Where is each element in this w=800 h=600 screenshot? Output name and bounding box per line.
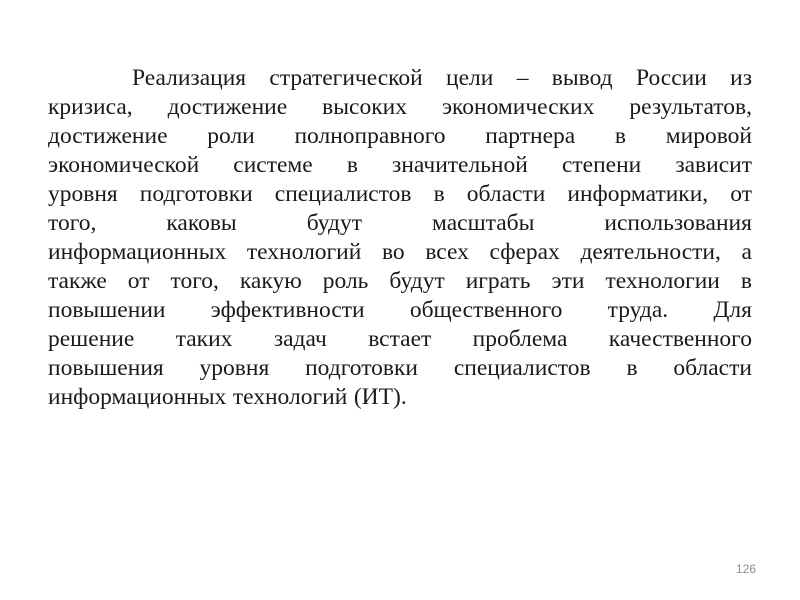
- paragraph-line: [48, 151, 752, 180]
- paragraph-line: [48, 122, 752, 151]
- word: Реализация: [132, 65, 247, 91]
- word: специалистов: [453, 355, 591, 381]
- word: того,: [48, 210, 97, 236]
- word: полноправного: [294, 123, 446, 149]
- word: России: [635, 65, 707, 91]
- paragraph-line: [48, 383, 752, 412]
- paragraph-line: [48, 180, 752, 209]
- word: подготовки: [139, 181, 253, 207]
- word: в: [740, 268, 752, 294]
- word: будут: [306, 210, 363, 236]
- paragraph-line: [48, 64, 752, 93]
- word: встает: [368, 326, 432, 352]
- word: –: [516, 65, 529, 91]
- word: от: [127, 268, 150, 294]
- word: специалистов: [274, 181, 412, 207]
- word: подготовки: [305, 355, 418, 381]
- word: какую: [239, 268, 302, 294]
- word: роли: [207, 123, 255, 149]
- word: информационных: [48, 384, 227, 410]
- word: экономической: [48, 152, 200, 178]
- word: каковы: [166, 210, 237, 236]
- word: Для: [713, 297, 752, 323]
- word: партнера: [485, 123, 576, 149]
- word: технологий: [232, 384, 348, 410]
- word: труда.: [607, 297, 669, 323]
- word: уровня: [48, 181, 118, 207]
- word: эти: [551, 268, 585, 294]
- word: в: [433, 181, 445, 207]
- word: деятельности,: [580, 239, 721, 265]
- word: в: [626, 355, 638, 381]
- word: задач: [273, 326, 327, 352]
- word: общественного: [409, 297, 563, 323]
- word: (ИТ).: [353, 384, 407, 410]
- word: информатики,: [567, 181, 709, 207]
- word: в: [614, 123, 627, 149]
- word: сферах: [489, 239, 560, 265]
- paragraph-line: [48, 267, 752, 296]
- word: а: [741, 239, 752, 265]
- word: достижение: [48, 123, 168, 149]
- word: цели: [446, 65, 494, 91]
- word: проблема: [472, 326, 568, 352]
- word: будут: [389, 268, 445, 294]
- word: вывод: [551, 65, 613, 91]
- word: кризиса,: [48, 94, 133, 120]
- word: во: [381, 239, 405, 265]
- word: эффективности: [210, 297, 365, 323]
- word: в: [346, 152, 358, 178]
- page-number: 126: [735, 562, 756, 576]
- paragraph-line: [48, 296, 752, 325]
- paragraph-line: [48, 325, 752, 354]
- word: стратегической: [269, 65, 423, 91]
- word: повышения: [48, 355, 164, 381]
- word: зависит: [675, 152, 752, 178]
- word: информационных: [48, 239, 227, 265]
- word: повышении: [48, 297, 166, 323]
- word: степени: [561, 152, 642, 178]
- word: значительной: [392, 152, 528, 178]
- word: того,: [170, 268, 219, 294]
- word: решение: [48, 326, 135, 352]
- word: играть: [465, 268, 531, 294]
- word: области: [673, 355, 752, 381]
- word: роль: [322, 268, 369, 294]
- word: достижение: [167, 94, 288, 120]
- word: мировой: [665, 123, 752, 149]
- word: системе: [233, 152, 313, 178]
- word: технологии: [605, 268, 720, 294]
- word: таких: [175, 326, 233, 352]
- word: масштабы: [432, 210, 535, 236]
- word: использования: [604, 210, 752, 236]
- word: из: [730, 65, 752, 91]
- word: области: [466, 181, 546, 207]
- body-paragraph: [48, 64, 752, 412]
- word: технологий: [246, 239, 362, 265]
- word: уровня: [199, 355, 270, 381]
- word: также: [48, 268, 107, 294]
- paragraph-line: [48, 238, 752, 267]
- word: качественного: [608, 326, 752, 352]
- paragraph-line: [48, 354, 752, 383]
- word: всех: [425, 239, 469, 265]
- word: результатов,: [629, 94, 752, 120]
- paragraph-line: [48, 93, 752, 122]
- word: от: [730, 181, 752, 207]
- word: экономических: [441, 94, 595, 120]
- paragraph-line: [48, 209, 752, 238]
- word: высоких: [322, 94, 407, 120]
